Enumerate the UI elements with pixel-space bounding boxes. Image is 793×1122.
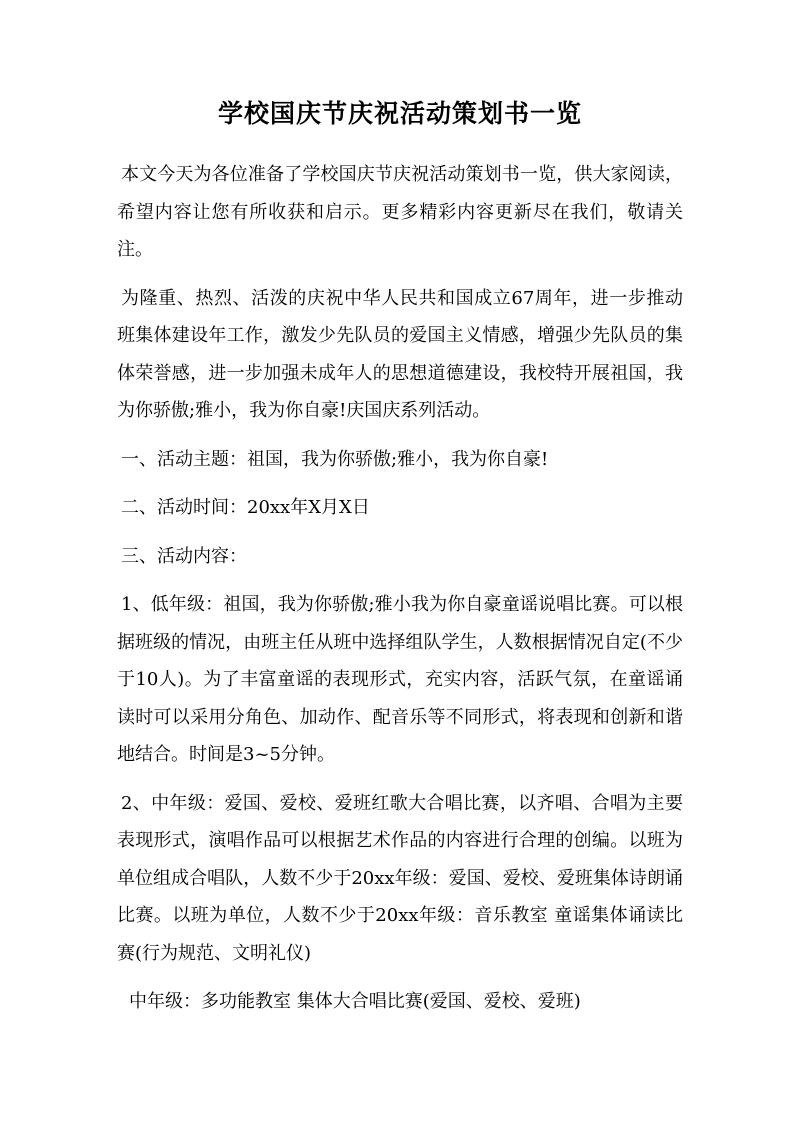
paragraph-lower-grade: 1、低年级：祖国，我为你骄傲;雅小我为你自豪童谣说唱比赛。可以根据班级的情况，由班主任从班中选择组队学生，人数根据情况自定(不少于10人)。为了丰富童谣的表现形式，充实内容，活跃气氛，在童谣诵读时可以采用分角色、加动作、配音乐等不同形式，将表现和创新和谐地结合。时间是3~5分钟。 [117, 594, 683, 765]
paragraph-middle-grade-venue: 中年级：多功能教室 集体大合唱比赛(爱国、爱校、爱班) [129, 991, 581, 1012]
document-title: 学校国庆节庆祝活动策划书一览 [217, 99, 582, 128]
paragraph-middle-grade: 2、中年级：爱国、爱校、爱班红歌大合唱比赛，以齐唱、合唱为主要表现形式，演唱作品可以根据艺术作品的内容进行合理的创编。以班为单位组成合唱队，人数不少于20xx年级：爱国、爱校、爱班集体诗朗诵比赛。以班为单位，人数不少于20xx年级：音乐教室 童谣集体诵读比赛(行为规范、文明礼仪) [117, 792, 683, 964]
paragraph-content-heading: 三、活动内容： [121, 545, 247, 567]
paragraph-theme: 一、活动主题：祖国，我为你骄傲;雅小，我为你自豪! [121, 448, 549, 470]
paragraph-purpose: 为隆重、热烈、活泼的庆祝中华人民共和国成立67周年，进一步推动班集体建设年工作，激发少先队员的爱国主义情感，增强少先队员的集体荣誉感，进一步加强未成年人的思想道德建设，我校特开展祖国，我为你骄傲;雅小，我为你自豪!庆国庆系列活动。 [117, 287, 683, 421]
paragraph-time: 二、活动时间：20xx年X月X日 [121, 497, 370, 518]
paragraph-intro: 本文今天为各位准备了学校国庆节庆祝活动策划书一览，供大家阅读，希望内容让您有所收获和启示。更多精彩内容更新尽在我们，敬请关注。 [117, 164, 683, 260]
